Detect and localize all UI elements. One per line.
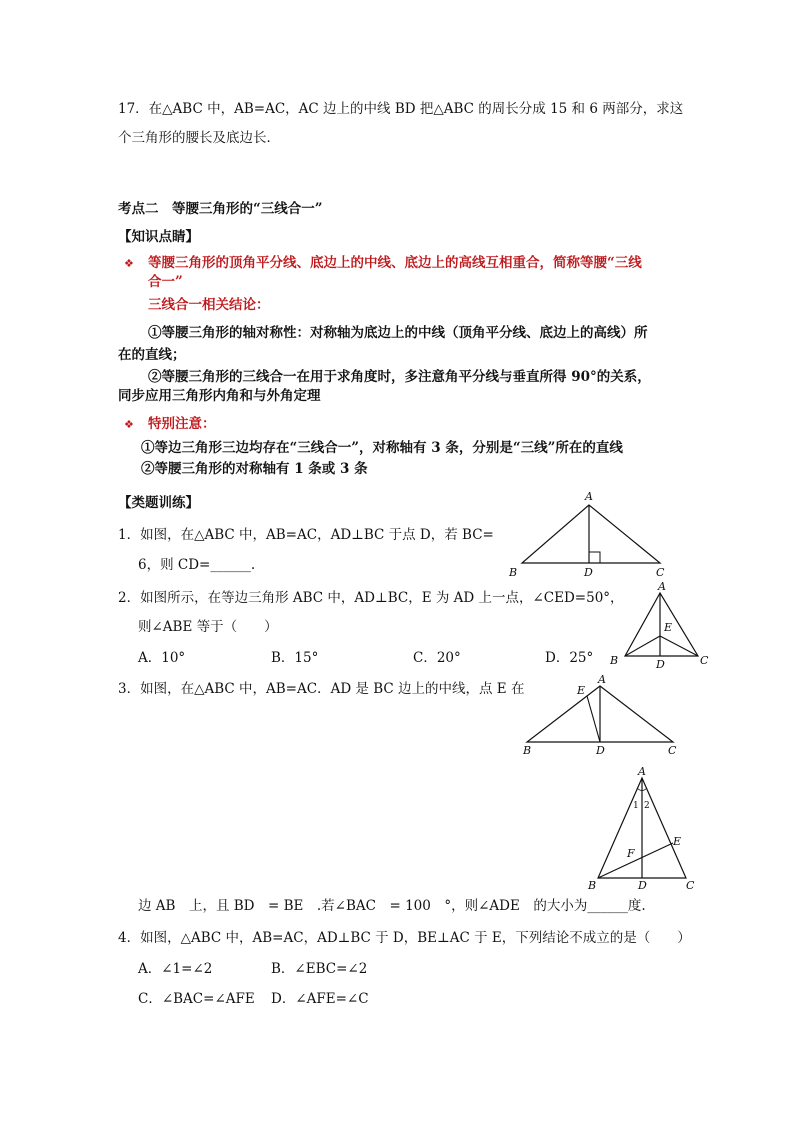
figure-2-equilateral-triangle: [605, 578, 715, 673]
label-a: A: [638, 765, 646, 778]
label-f: F: [627, 847, 635, 860]
q4-option-d: D．∠AFE=∠C: [271, 991, 369, 1007]
label-d: D: [656, 658, 665, 671]
label-a: A: [585, 490, 593, 503]
q4-option-b: B．∠EBC=∠2: [271, 961, 368, 977]
figure-1-isosceles-triangle: [500, 485, 680, 580]
label-e: E: [577, 684, 586, 697]
label-d: D: [596, 744, 605, 757]
q2-option-a: A．10°: [138, 650, 186, 666]
label-d: D: [638, 879, 647, 892]
label-e: E: [664, 621, 673, 634]
angle-2-label: 2: [644, 801, 650, 811]
related-heading: 三线合一相关结论：: [148, 297, 270, 313]
label-c: C: [668, 744, 677, 757]
q2-line1: 2．如图所示，在等边三角形 ABC 中，AD⊥BC，E 为 AD 上一点，∠CED=50°，: [118, 590, 624, 606]
label-c: C: [686, 879, 695, 892]
label-b: B: [610, 654, 619, 667]
q2-line2: 则∠ABE 等于（ ）: [138, 619, 278, 635]
conclusion1-line2: 在的直线；: [118, 347, 186, 363]
q3-line1: 3．如图，在△ABC 中，AB=AC．AD 是 BC 边上的中线，点 E 在: [118, 681, 525, 697]
knowledge-heading: 【知识点睛】: [118, 229, 199, 245]
label-a: A: [658, 580, 666, 593]
conclusion1-line1: ①等腰三角形的轴对称性：对称轴为底边上的中线（顶角平分线、底边上的高线）所: [148, 325, 648, 341]
angle-1-label: 1: [633, 801, 639, 811]
q17-line2: 个三角形的腰长及底边长．: [118, 130, 280, 146]
figure-4-triangle: [580, 760, 705, 895]
label-b: B: [523, 744, 532, 757]
q1-line2: 6，则 CD=______.: [138, 557, 256, 573]
q1-line1: 1．如图，在△ABC 中，AB=AC，AD⊥BC 于点 D，若 BC=: [118, 527, 494, 543]
conclusion2-line2: 同步应用三角形内角和与外角定理: [118, 388, 321, 404]
q4-option-c: C．∠BAC=∠AFE: [138, 991, 255, 1007]
q2-option-c: C．20°: [413, 650, 461, 666]
q2-option-b: B．15°: [271, 650, 319, 666]
bullet-icon: ❖: [124, 257, 134, 270]
q4-line1: 4．如图，△ABC 中，AB=AC，AD⊥BC 于 D，BE⊥AC 于 E，下列结论不成立的是（ ）: [118, 930, 691, 946]
q17-line1: 17．在△ABC 中，AB=AC，AC 边上的中线 BD 把△ABC 的周长分成 15 和 6 两部分，求这: [118, 101, 684, 117]
label-b: B: [509, 566, 518, 579]
bullet1-line2: 合一”: [148, 274, 183, 290]
q3-line2: 边 AB 上，且 BD = BE .若∠BAC = 100 °，则∠ADE 的大小为______度.: [138, 898, 646, 914]
q2-option-d: D．25°: [545, 650, 594, 666]
bullet-icon: ❖: [124, 418, 134, 431]
conclusion2-line1: ②等腰三角形的三线合一在用于求角度时，多注意角平分线与垂直所得 90°的关系，: [148, 369, 651, 385]
q4-option-a: A．∠1=∠2: [138, 961, 213, 977]
practice-heading: 【类题训练】: [118, 495, 199, 511]
label-d: D: [584, 566, 593, 579]
special-heading: 特别注意：: [148, 416, 216, 432]
figure-3-triangle: [515, 670, 690, 760]
label-c: C: [656, 566, 665, 579]
special-note2: ②等腰三角形的对称轴有 1 条或 3 条: [141, 461, 368, 477]
section-title: 考点二 等腰三角形的“三线合一”: [118, 201, 323, 217]
label-e: E: [673, 835, 682, 848]
special-note1: ①等边三角形三边均存在“三线合一”，对称轴有 3 条，分别是“三线”所在的直线: [141, 440, 623, 456]
label-c: C: [700, 654, 709, 667]
label-b: B: [588, 879, 597, 892]
bullet1-line1: 等腰三角形的顶角平分线、底边上的中线、底边上的高线互相重合，简称等腰“三线: [148, 255, 642, 271]
label-a: A: [598, 673, 606, 686]
